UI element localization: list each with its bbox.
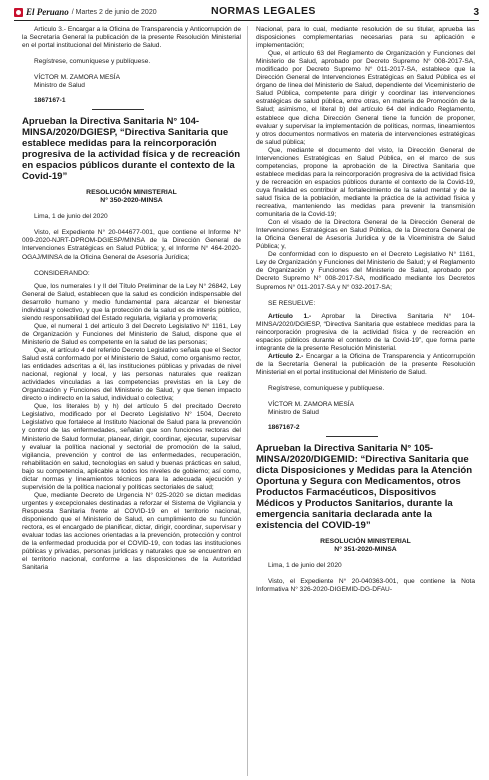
article-1-text: Aprobar la Directiva Sanitaria N° 104-MINSA/2020/DGIESP, “Directiva Sanitaria que establece medidas para la reincorporación progresiva de la actividad física y de recreación en espacios públicos durante el contexto de la Covid-19”, que forma parte integrante de la presente Resolución Ministerial. [256, 312, 475, 352]
considerando-7: Que, mediante el documento del visto, la Dirección General de Intervenciones Estratégicas en Salud Pública, en el marco de sus competencias, propone la aprobación de la Directiva Sanitaria que establece medidas para la reincorporación progresiva de la actividad física y de recreación en espacios públicos durante el contexto de la Covid-19, cuya finalidad es contribuir al fortalecimiento de la salud mental y de la salud física de la población, mediante la práctica de la actividad física y recreativa, manteniendo las medidas para prevenir la transmisión comunitaria de la Covid-19; [256, 146, 475, 219]
norm-title: Aprueban la Directiva Sanitaria N° 104-MINSA/2020/DGIESP, “Directiva Sanitaria que establece medidas para la reincorporación progresiva de la actividad física y de recreación en espacios públicos durante el contexto de la Covid-19” [22, 116, 241, 183]
left-column [22, 26, 241, 572]
separator-rule [326, 436, 378, 437]
resolution-number: N° 351-2020-MINSA [334, 546, 397, 554]
resolution-number: N° 350-2020-MINSA [100, 197, 163, 205]
resuelve-heading: SE RESUELVE: [268, 299, 316, 307]
masthead [14, 7, 157, 17]
article-1 [256, 313, 475, 353]
norm-code: 1867167-1 [34, 97, 66, 105]
place-date: Lima, 1 de junio del 2020 [34, 213, 108, 221]
right-column [256, 26, 475, 594]
article-1-label: Artículo 1.- [268, 312, 312, 320]
norm-title: Aprueban la Directiva Sanitaria N° 105-MINSA/2020/DIGEMID: “Directiva Sanitaria que dicta Disposiciones y Medidas para la Atención Oportuna y Segura con Medicamentos, otros Productos Farmacéuticos, Dispositivos Médicos y Productos Sanitarios, durante la emergencia sanitaria declarada ante la existencia del COVID-19” [256, 443, 473, 532]
visto-paragraph: Visto, el Expediente N° 20-040363-001, que contiene la Nota Informativa N° 326-2020-DIGEMID-DG-DFAU- [256, 578, 475, 594]
considerando-3: Que, el artículo 4 del referido Decreto Legislativo señala que el Sector Salud está conformado por el Ministerio de Salud, como organismo rector, las entidades adscritas a él, las instituciones públicas y privadas de nivel nacional, regional y local, y las personas naturales que realizan actividades vinculadas a las competencias previstas en la Ley de Organización y Funciones del Ministerio de Salud, y que tienen impacto directo o indirecto en la salud, individual o colectiva; [22, 346, 241, 403]
continued-paragraph: Nacional, para lo cual, mediante resolución de su titular, aprueba las disposiciones complementarias necesarias para su aplicación e implementación; [256, 26, 475, 50]
section-title: NORMAS LEGALES [211, 5, 316, 17]
considerando-5: Que, mediante Decreto de Urgencia N° 025-2020 se dictan medidas urgentes y excepcionales destinadas a reforzar el Sistema de Vigilancia y Respuesta Sanitaria frente al COVID-19 en el territorio nacional, disponiendo que el Ministerio de Salud, en cumplimiento de su función rectora, es el encargado de planificar, dictar, dirigir, coordinar, supervisar y evaluar todas las acciones orientadas a la prevención, protección y control de la enfermedad producida por el COVID-19, con todas las instituciones públicas y privadas, personas jurídicas y naturales que se encuentren en el territorio nacional, conforme a las disposiciones de la Autoridad Sanitaria [22, 491, 241, 572]
visto-paragraph: Visto, el Expediente N° 20-044677-001, que contiene el Informe N° 009-2020-NJRT-DPROM-DGIESP/MINSA de la Dirección General de Intervenciones Estratégicas en Salud Pública; y, el Informe N° 464-2020-OGAJ/MINSA de la Oficina General de Asesoría Jurídica; [22, 229, 241, 261]
closing-formula: Regístrese, comuníquese y publíquese. [268, 384, 385, 392]
column-divider [247, 26, 248, 776]
newspaper-logo-icon [14, 8, 23, 17]
considerando-8: Con el visado de la Directora General de la Dirección General de Intervenciones Estratégicas en Salud Pública, de la Directora General de la Oficina General de Asesoría Jurídica y de la Viceministra de Salud Pública; y, [256, 219, 475, 251]
article-3: Artículo 3.- Encargar a la Oficina de Transparencia y Anticorrupción de la Secretaría General la publicación de la presente Resolución Ministerial en el portal institucional del Ministerio de Salud. [22, 26, 241, 50]
norm-code: 1867167-2 [268, 424, 300, 432]
newspaper-name: El Peruano [26, 7, 69, 17]
considerando-6: Que, el artículo 63 del Reglamento de Organización y Funciones del Ministerio de Salud, aprobado por Decreto Supremo N° 008-2017-SA, modificado por Decreto Supremo N° 011-2017-SA, establece que la Dirección General de Intervenciones Estratégicas en Salud Pública es el órgano de línea del Ministerio de Salud, dependiente del Viceministerio de Salud Pública, competente para dirigir y coordinar las intervenciones estratégicas de salud pública, entre otras, en materia de Promoción de la Salud; asimismo, el literal b) del artículo 64 del indicado Reglamento, establece que dicha Dirección General tiene la función de proponer, evaluar y supervisar la implementación de políticas, normas, lineamientos y otros documentos normativos en materia de intervenciones estratégicas de salud pública; [256, 50, 475, 146]
issue-date: / Martes 2 de junio de 2020 [71, 8, 157, 16]
signer-role: Ministro de Salud [268, 409, 319, 417]
signer-role: Ministro de Salud [34, 82, 85, 90]
separator-rule [92, 109, 144, 110]
article-2-label: Artículo 2.- [268, 352, 304, 360]
signer-name: VÍCTOR M. ZAMORA MESÍA [268, 401, 354, 409]
article-2-text: Encargar a la Oficina de Transparencia y Anticorrupción de la Secretaría General la publicación de la presente Resolución Ministerial en el portal institucional del Ministerio de Salud. [256, 352, 476, 376]
place-date: Lima, 1 de junio del 2020 [268, 562, 342, 570]
considerando-1: Que, los numerales I y II del Título Preliminar de la Ley N° 26842, Ley General de Salud, establecen que la salud es condición indispensable del desarrollo humano y medio fundamental para alcanzar el bienestar individual y colectivo, y que la protección de la salud es de interés público, siendo responsabilidad del Estado regularla, vigilarla y promoverla; [22, 282, 241, 322]
signer-name: VÍCTOR M. ZAMORA MESÍA [34, 74, 120, 82]
closing-formula: Regístrese, comuníquese y publíquese. [34, 58, 151, 66]
considerando-9: De conformidad con lo dispuesto en el Decreto Legislativo N° 1161, Ley de Organización y Funciones del Ministerio de Salud; y el Reglamento de Organización y Funciones del Ministerio de Salud, aprobado por Decreto Supremo N° 008-2017-SA, modificado mediante los Decretos Supremos N° 011-2017-SA y N° 032-2017-SA; [256, 251, 475, 291]
resolution-type: RESOLUCIÓN MINISTERIAL [320, 538, 411, 546]
considerando-2: Que, el numeral 1 del artículo 3 del Decreto Legislativo N° 1161, Ley de Organización y Funciones del Ministerio de Salud, dispone que el Ministerio de Salud es competente en la salud de las personas; [22, 322, 241, 346]
page-number: 3 [473, 6, 479, 18]
page-header [14, 4, 479, 21]
article-2 [256, 353, 475, 377]
considerando-4: Que, los literales b) y h) del artículo 5 del precitado Decreto Legislativo, modificado por el Decreto Legislativo N° 1504, Decreto Legislativo que fortalece al Instituto Nacional de Salud para la prevención y control de las enfermedades, señalan que son funciones rectoras del Ministerio de Salud formular, planear, dirigir, coordinar, ejecutar, supervisar y evaluar la política nacional y sectorial de promoción de la salud, vigilancia, prevención y control de las enfermedades, recuperación, rehabilitación en salud, tecnologías en salud y buenas prácticas en salud, bajo su competencia, aplicable a todos los niveles de gobierno; así como, dictar normas y lineamientos técnicos para la adecuada ejecución y supervisión de la política nacional y políticas sectoriales de salud; [22, 403, 241, 491]
considerando-heading: CONSIDERANDO: [34, 269, 90, 277]
resolution-type: RESOLUCIÓN MINISTERIAL [86, 189, 177, 197]
